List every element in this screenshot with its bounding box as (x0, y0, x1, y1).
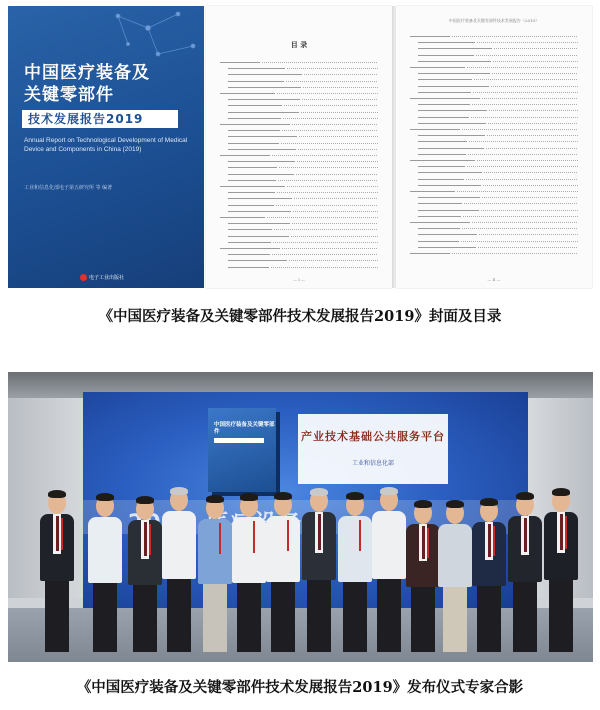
toc-leader-dots (282, 130, 378, 131)
toc-entry-line (410, 160, 475, 161)
expert-person (300, 490, 338, 652)
person-tie (56, 516, 59, 551)
person-torso (372, 511, 406, 580)
toc-entry-line (418, 42, 475, 43)
toc-entry-line (410, 191, 455, 192)
person-hair (96, 493, 114, 501)
caption-cover-and-toc: 《中国医疗装备及关键零部件技术发展报告2019》封面及目录 (98, 308, 502, 325)
toc-entry-line (228, 99, 300, 100)
toc-entry-line (228, 198, 292, 199)
toc-leader-dots (272, 254, 378, 255)
expert-person (436, 502, 474, 652)
toc-entry-line (228, 105, 282, 106)
toc-entry-line (418, 104, 470, 105)
toc-entry-line (418, 148, 484, 149)
person-legs (271, 582, 295, 652)
toc-heading: 目 录 (290, 41, 308, 49)
toc-leader-dots (473, 92, 578, 93)
toc-leader-dots (472, 104, 578, 105)
toc-entry-line (228, 254, 270, 255)
person-legs (307, 580, 331, 652)
toc-leader-dots (276, 205, 378, 206)
toc-leader-dots (466, 179, 578, 180)
toc-leader-dots (482, 197, 578, 198)
toc-entry-line (220, 248, 280, 249)
running-head: 中国医疗装备及关键零部件技术发展报告（2019） (448, 18, 540, 23)
expert-person (470, 500, 508, 652)
person-legs (133, 585, 157, 652)
cover-english-title: Annual Report on Technological Development of Medical Device and Components in China (2019) (24, 137, 188, 153)
person-legs (477, 586, 501, 652)
cover-publisher: 工业和信息化部电子第五研究所 等 编著 (24, 185, 113, 191)
toc-entry-line (418, 86, 489, 87)
cover-title-line1: 中国医疗装备及 (24, 63, 150, 83)
toc-leader-dots (467, 67, 578, 68)
toc-entry-line (418, 55, 474, 56)
toc-leader-dots (467, 166, 578, 167)
toc-entry-line (418, 110, 487, 111)
person-legs (237, 583, 261, 652)
expert-person (336, 494, 374, 652)
person-hair (552, 488, 570, 496)
person-hair (310, 488, 328, 496)
toc-leader-dots (471, 117, 578, 118)
toc-leader-dots (281, 143, 378, 144)
toc-leader-dots (476, 55, 578, 56)
person-tie (144, 522, 147, 556)
toc-leader-dots (469, 141, 578, 142)
person-legs (93, 583, 117, 652)
expert-person (196, 497, 234, 652)
page-number: — Ⅱ — (487, 277, 501, 282)
person-torso (232, 517, 266, 583)
toc-leader-dots (302, 99, 378, 100)
person-hair (170, 487, 188, 495)
toc-leader-dots (474, 79, 578, 80)
toc-entry-line (410, 36, 450, 37)
toc-entry-line (220, 155, 270, 156)
person-lanyard (61, 518, 63, 550)
book-display (208, 408, 276, 492)
toc-entry-line (418, 228, 460, 229)
person-hair (516, 492, 534, 500)
person-hair (48, 490, 66, 498)
toc-entry-line (410, 222, 470, 223)
toc-entry-line (418, 79, 472, 80)
toc-leader-dots (303, 87, 378, 88)
person-lanyard (149, 524, 151, 555)
cover-press (80, 274, 124, 281)
toc-entry-line (418, 166, 465, 167)
person-legs (203, 584, 227, 652)
toc-entry-line (418, 179, 464, 180)
toc-entry-line (418, 203, 462, 204)
toc-leader-dots (478, 247, 578, 248)
expert-person (38, 492, 76, 652)
press-name: 电子工业出版社 (89, 275, 125, 281)
platform-sign-title: 产业技术基础公共服务平台 (301, 430, 445, 443)
toc-entry-line (418, 135, 485, 136)
toc-entry-line (418, 210, 479, 211)
toc-leader-dots (464, 203, 578, 204)
toc-entry-line (220, 124, 290, 125)
toc-leader-dots (282, 248, 378, 249)
toc-leader-dots (279, 167, 378, 168)
toc-entry-line (418, 234, 477, 235)
expert-person (370, 489, 408, 652)
toc-leader-dots (461, 241, 578, 242)
toc-leader-dots (293, 211, 378, 212)
toc-entry-line (418, 216, 461, 217)
person-lanyard (565, 516, 567, 548)
person-hair (136, 496, 154, 504)
person-hair (346, 492, 364, 500)
toc-leader-dots (287, 186, 378, 187)
toc-entry-line (228, 174, 294, 175)
book-display-band (214, 438, 264, 443)
toc-entry-line (228, 167, 277, 168)
toc-entry-line (228, 260, 287, 261)
toc-leader-dots (452, 253, 578, 254)
toc-leader-dots (277, 192, 378, 193)
toc-leader-dots (488, 123, 578, 124)
caption-ceremony: 《中国医疗装备及关键零部件技术发展报告2019》发布仪式专家合影 (76, 679, 524, 696)
toc-leader-dots (284, 105, 378, 106)
toc-leader-dots (287, 68, 378, 69)
press-logo-icon (80, 274, 87, 281)
toc-leader-dots (472, 222, 578, 223)
toc-leader-dots (289, 260, 378, 261)
toc-entry-line (228, 136, 297, 137)
toc-leader-dots (292, 223, 378, 224)
toc-page-right (396, 6, 592, 288)
expert-person (160, 489, 198, 652)
toc-leader-dots (468, 154, 578, 155)
cover-subtitle-band: 技术发展报告2019 (22, 110, 178, 128)
toc-leader-dots (479, 234, 578, 235)
toc-entry-line (228, 149, 296, 150)
toc-entry-line (228, 192, 275, 193)
toc-entry-line (228, 112, 299, 113)
person-legs (45, 581, 69, 652)
toc-entry-line (228, 161, 295, 162)
toc-leader-dots (463, 216, 578, 217)
toc-leader-dots (492, 73, 578, 74)
toc-leader-dots (272, 155, 378, 156)
toc-entry-line (228, 267, 269, 268)
toc-entry-line (418, 247, 476, 248)
toc-entry-line (418, 172, 482, 173)
person-lanyard (427, 528, 429, 558)
expert-person (542, 490, 580, 652)
toc-entry-line (228, 223, 290, 224)
toc-entry-line (228, 229, 272, 230)
toc-leader-dots (298, 149, 378, 150)
person-legs (513, 582, 537, 652)
book-display-title: 中国医疗装备及关键零部件 (214, 422, 275, 435)
toc-entry-line (220, 93, 275, 94)
toc-leader-dots (297, 161, 378, 162)
toc-entry-line (228, 74, 302, 75)
toc-leader-dots (477, 42, 578, 43)
toc-leader-dots (294, 198, 378, 199)
toc-leader-dots (292, 124, 378, 125)
toc-entry-line (410, 129, 460, 130)
person-hair (480, 498, 498, 506)
person-tie (422, 526, 425, 559)
person-torso (338, 516, 372, 583)
person-tie (560, 514, 563, 550)
toc-entry-line (220, 62, 260, 63)
expert-person (126, 498, 164, 652)
toc-leader-dots (286, 81, 378, 82)
toc-entry-line (418, 117, 469, 118)
expert-person (506, 494, 544, 652)
book-cover-and-toc-figure (0, 0, 600, 290)
toc-entry-line (410, 67, 465, 68)
toc-entry-line (418, 197, 480, 198)
toc-entry-line (228, 242, 271, 243)
toc-entry-line (418, 185, 481, 186)
toc-entry-line (228, 211, 291, 212)
person-torso (198, 519, 232, 584)
book-cover (8, 6, 204, 288)
toc-leader-dots (483, 185, 578, 186)
person-tie (524, 518, 527, 553)
toc-leader-dots (278, 180, 378, 181)
toc-leader-dots (494, 48, 578, 49)
person-hair (240, 493, 258, 501)
person-torso (438, 524, 472, 587)
toc-entry-line (220, 186, 285, 187)
person-lanyard (493, 526, 495, 556)
person-lanyard (287, 520, 289, 552)
toc-leader-dots (291, 236, 378, 237)
launch-ceremony-photo (8, 372, 593, 662)
person-legs (443, 587, 467, 652)
toc-leader-dots (491, 86, 578, 87)
toc-entry-line (228, 118, 281, 119)
toc-leader-dots (462, 228, 578, 229)
toc-leader-dots (457, 191, 578, 192)
toc-leader-dots (489, 110, 578, 111)
person-legs (167, 579, 191, 652)
person-torso (162, 511, 196, 580)
toc-entry-line (220, 217, 265, 218)
page-number: — Ⅰ — (292, 277, 306, 282)
toc-entry-line (418, 61, 491, 62)
toc-leader-dots (487, 135, 578, 136)
toc-leader-dots (493, 61, 578, 62)
platform-sign-subtitle: 工业和信息化部 (351, 460, 394, 467)
expert-person (230, 495, 268, 652)
toc-leader-dots (274, 229, 378, 230)
person-tie (488, 524, 491, 557)
toc-leader-dots (296, 174, 378, 175)
person-tie (318, 514, 321, 550)
toc-entry-line (228, 130, 280, 131)
toc-entry-line (228, 236, 289, 237)
cover-title-line2: 关键零部件 (24, 85, 114, 105)
toc-entry-line (228, 180, 276, 181)
person-hair (414, 500, 432, 508)
expert-person (86, 495, 124, 652)
person-lanyard (359, 520, 361, 552)
person-legs (411, 587, 435, 652)
toc-leader-dots (271, 267, 378, 268)
toc-leader-dots (482, 98, 578, 99)
toc-entry-line (410, 253, 450, 254)
toc-leader-dots (283, 118, 378, 119)
person-hair (274, 492, 292, 500)
person-hair (380, 487, 398, 495)
toc-entry-line (228, 87, 301, 88)
toc-entry-line (228, 205, 274, 206)
toc-entry-line (418, 154, 466, 155)
toc-leader-dots (484, 172, 578, 173)
toc-entry-line (410, 98, 480, 99)
expert-person (264, 494, 302, 652)
person-hair (206, 495, 224, 503)
toc-page-left (206, 6, 392, 288)
toc-leader-dots (262, 62, 378, 63)
toc-entry-line (228, 68, 285, 69)
toc-entry-line (418, 141, 467, 142)
cover-title (24, 62, 150, 106)
toc-leader-dots (486, 148, 578, 149)
toc-leader-dots (299, 136, 378, 137)
toc-leader-dots (481, 210, 578, 211)
toc-leader-dots (452, 36, 578, 37)
toc-leader-dots (273, 242, 378, 243)
toc-entry-line (418, 73, 490, 74)
toc-entry-line (418, 48, 492, 49)
toc-leader-dots (267, 217, 378, 218)
person-lanyard (219, 523, 221, 554)
person-torso (266, 516, 300, 583)
person-hair (446, 500, 464, 508)
toc-leader-dots (301, 112, 378, 113)
person-lanyard (253, 521, 255, 552)
person-legs (377, 579, 401, 652)
person-legs (549, 580, 573, 652)
person-torso (88, 517, 122, 583)
toc-leader-dots (477, 160, 578, 161)
toc-leader-dots (304, 74, 378, 75)
toc-entry-line (418, 123, 486, 124)
toc-leader-dots (277, 93, 378, 94)
person-legs (343, 582, 367, 652)
toc-entry-line (228, 81, 284, 82)
toc-entry-line (228, 143, 279, 144)
platform-sign (298, 414, 448, 484)
toc-entry-line (418, 241, 459, 242)
toc-entry-line (418, 92, 471, 93)
toc-leader-dots (462, 129, 578, 130)
